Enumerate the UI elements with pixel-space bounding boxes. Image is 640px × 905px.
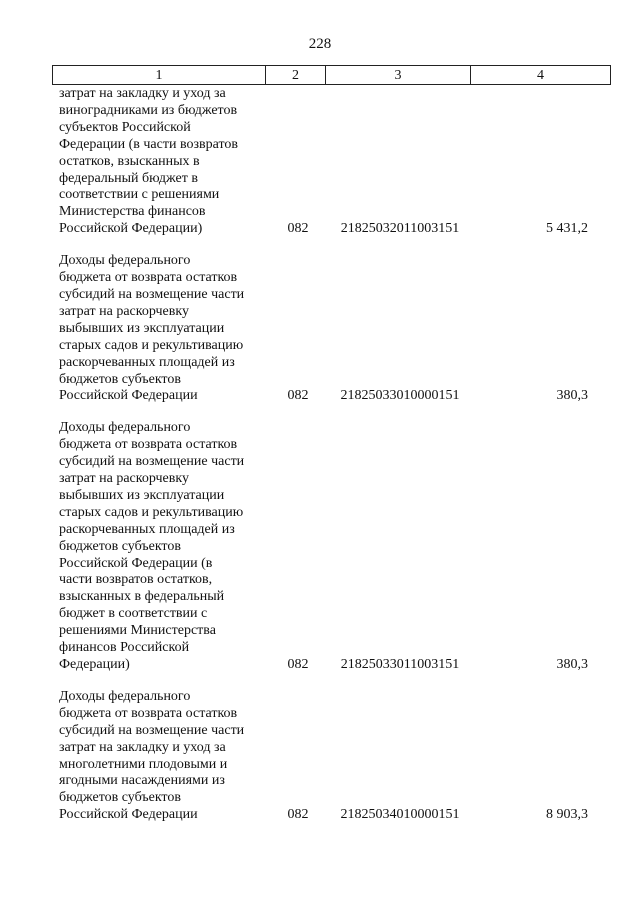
admin-code: 082 (287, 657, 309, 672)
header-row (53, 66, 611, 85)
table-row (52, 86, 610, 238)
table-body (52, 86, 610, 824)
page-number: 228 (308, 36, 332, 52)
revenue-description: Доходы федерального бюджета от возврата остатков субсидий на возмещение части затрат на раскорчевку выбывших из эксплуатации старых садов и рекультивацию раскорчеванных площадей из бюджетов субъектов Российской Федерации (в части возвратов остатков, взысканных в федеральный бюджет в соответствии с решениями Министерства финансов Российской Федерации) (59, 420, 245, 672)
table-row (52, 689, 610, 824)
header-col-4: 4 (471, 66, 611, 85)
budget-classification-code: 21825033011003151 (340, 657, 460, 672)
table-row (52, 420, 610, 674)
header-col-2: 2 (266, 66, 326, 85)
admin-code: 082 (287, 807, 309, 823)
admin-code: 082 (287, 221, 309, 237)
amount: 380,3 (556, 388, 588, 404)
revenue-description: Доходы федерального бюджета от возврата остатков субсидий на возмещение части затрат на закладку и уход за многолетними плодовыми и ягодными насаждениями из бюджетов субъектов Российской Федерации (59, 688, 245, 823)
table-header (52, 65, 611, 85)
budget-classification-code: 21825032011003151 (340, 221, 460, 237)
revenue-description: затрат на закладку и уход за виноградниками из бюджетов субъектов Российской Федерации (в части возвратов остатков, взысканных в федеральный бюджет в соответствии с решениями Министерства финансов Российской Федерации) (59, 86, 239, 237)
budget-classification-code: 21825033010000151 (340, 388, 460, 404)
revenue-description: Доходы федерального бюджета от возврата остатков субсидий на возмещение части затрат на раскорчевку выбывших из эксплуатации старых садов и рекультивацию раскорчеванных площадей из бюджетов субъектов Российской Федерации (59, 253, 245, 404)
amount: 8 903,3 (546, 807, 588, 823)
amount: 380,3 (556, 657, 588, 672)
header-col-3: 3 (326, 66, 471, 85)
admin-code: 082 (287, 388, 309, 404)
budget-classification-code: 21825034010000151 (340, 807, 460, 823)
header-col-1: 1 (53, 66, 266, 85)
amount: 5 431,2 (546, 221, 588, 237)
table-row (52, 253, 610, 405)
